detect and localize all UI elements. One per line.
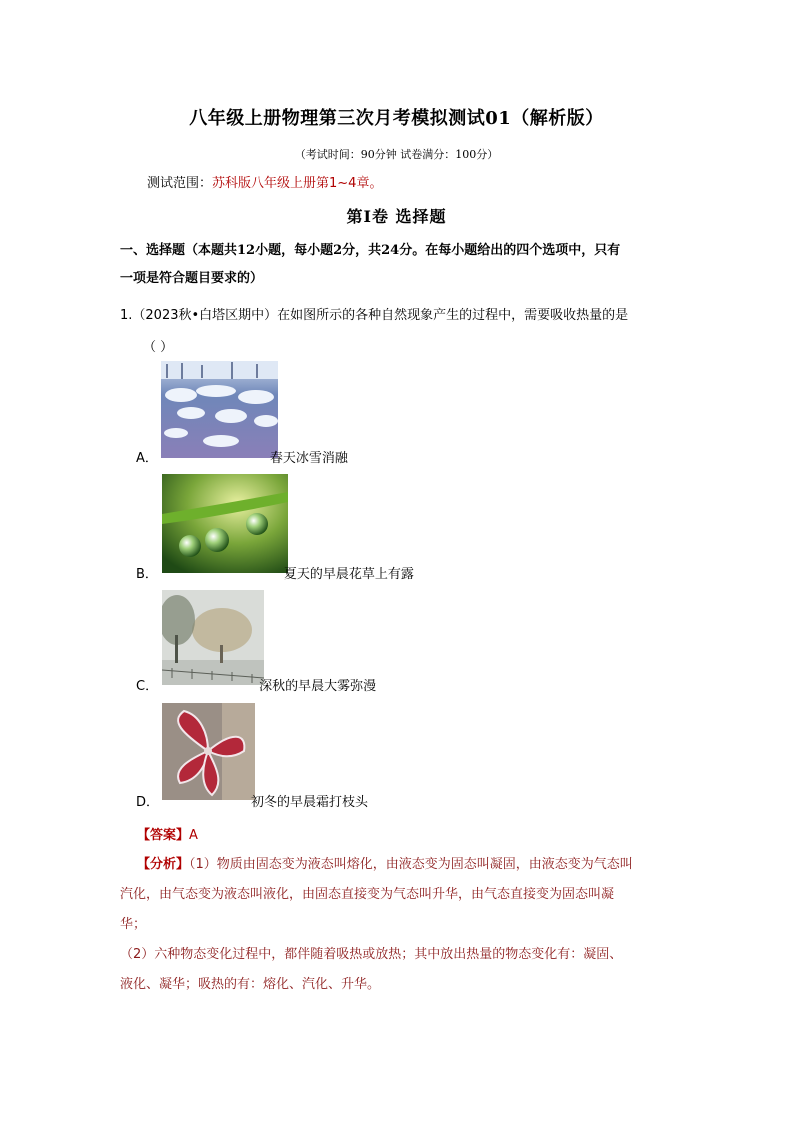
option-d[interactable] bbox=[136, 791, 368, 810]
option-b-text: 夏天的早晨花草上有露 bbox=[283, 567, 414, 582]
part-heading bbox=[120, 237, 680, 293]
frosted-leaves-image bbox=[162, 703, 255, 800]
analysis-line-1: （1）物质由固态变为液态叫熔化，由液态变为固态叫凝固，由液态变为气态叫 bbox=[189, 857, 633, 872]
option-a[interactable] bbox=[136, 447, 348, 466]
part-heading-line-2: 一项是符合题目要求的） bbox=[120, 271, 264, 286]
answer-label: 【答案】 bbox=[137, 828, 190, 843]
scope-value: 苏科版八年级上册第1~4章。 bbox=[212, 176, 383, 191]
analysis-line-4: （2）六种物态变化过程中，都伴随着吸热或放热；其中放出热量的物态变化有：凝固、 bbox=[120, 947, 623, 962]
option-c[interactable] bbox=[136, 675, 376, 694]
analysis-line-2: 汽化，由气态变为液态叫液化，由固态直接变为气态叫升华，由气态直接变为固态叫凝 bbox=[120, 887, 615, 902]
answer-value: A bbox=[189, 828, 198, 843]
option-d-text: 初冬的早晨霜打枝头 bbox=[251, 795, 369, 810]
test-scope bbox=[147, 172, 382, 191]
option-a-letter: A． bbox=[136, 451, 158, 466]
scope-label: 测试范围： bbox=[147, 176, 213, 191]
option-d-letter: D． bbox=[136, 795, 160, 810]
dew-on-grass-image bbox=[162, 474, 288, 573]
analysis-line-3: 华； bbox=[120, 917, 147, 932]
option-b-letter: B． bbox=[136, 567, 158, 582]
option-c-letter: C． bbox=[136, 679, 159, 694]
page-title: 八年级上册物理第三次月考模拟测试01（解析版） bbox=[189, 108, 604, 129]
option-a-text: 春天冰雪消融 bbox=[269, 451, 348, 466]
option-b[interactable] bbox=[136, 563, 414, 582]
part-heading-line-1: 一、选择题（本题共12小题，每小题2分，共24分。在每小题给出的四个选项中，只有 bbox=[120, 243, 621, 258]
foggy-morning-image bbox=[162, 590, 264, 685]
answer-line bbox=[137, 824, 198, 843]
section-heading: 第Ⅰ卷 选择题 bbox=[346, 207, 447, 226]
analysis-line-5: 液化、凝华；吸热的有：熔化、汽化、升华。 bbox=[120, 977, 381, 992]
melting-snow-river-image bbox=[161, 361, 278, 458]
exam-info: （考试时间：90分钟 试卷满分：100分） bbox=[294, 148, 499, 161]
analysis-label: 【分析】 bbox=[137, 857, 190, 872]
option-c-text: 深秋的早晨大雾弥漫 bbox=[259, 679, 377, 694]
analysis-block bbox=[120, 850, 680, 1000]
question-stem: 1.（2023秋•白塔区期中）在如图所示的各种自然现象产生的过程中，需要吸收热量的是 bbox=[120, 308, 629, 323]
answer-blank: （ ） bbox=[143, 340, 174, 355]
